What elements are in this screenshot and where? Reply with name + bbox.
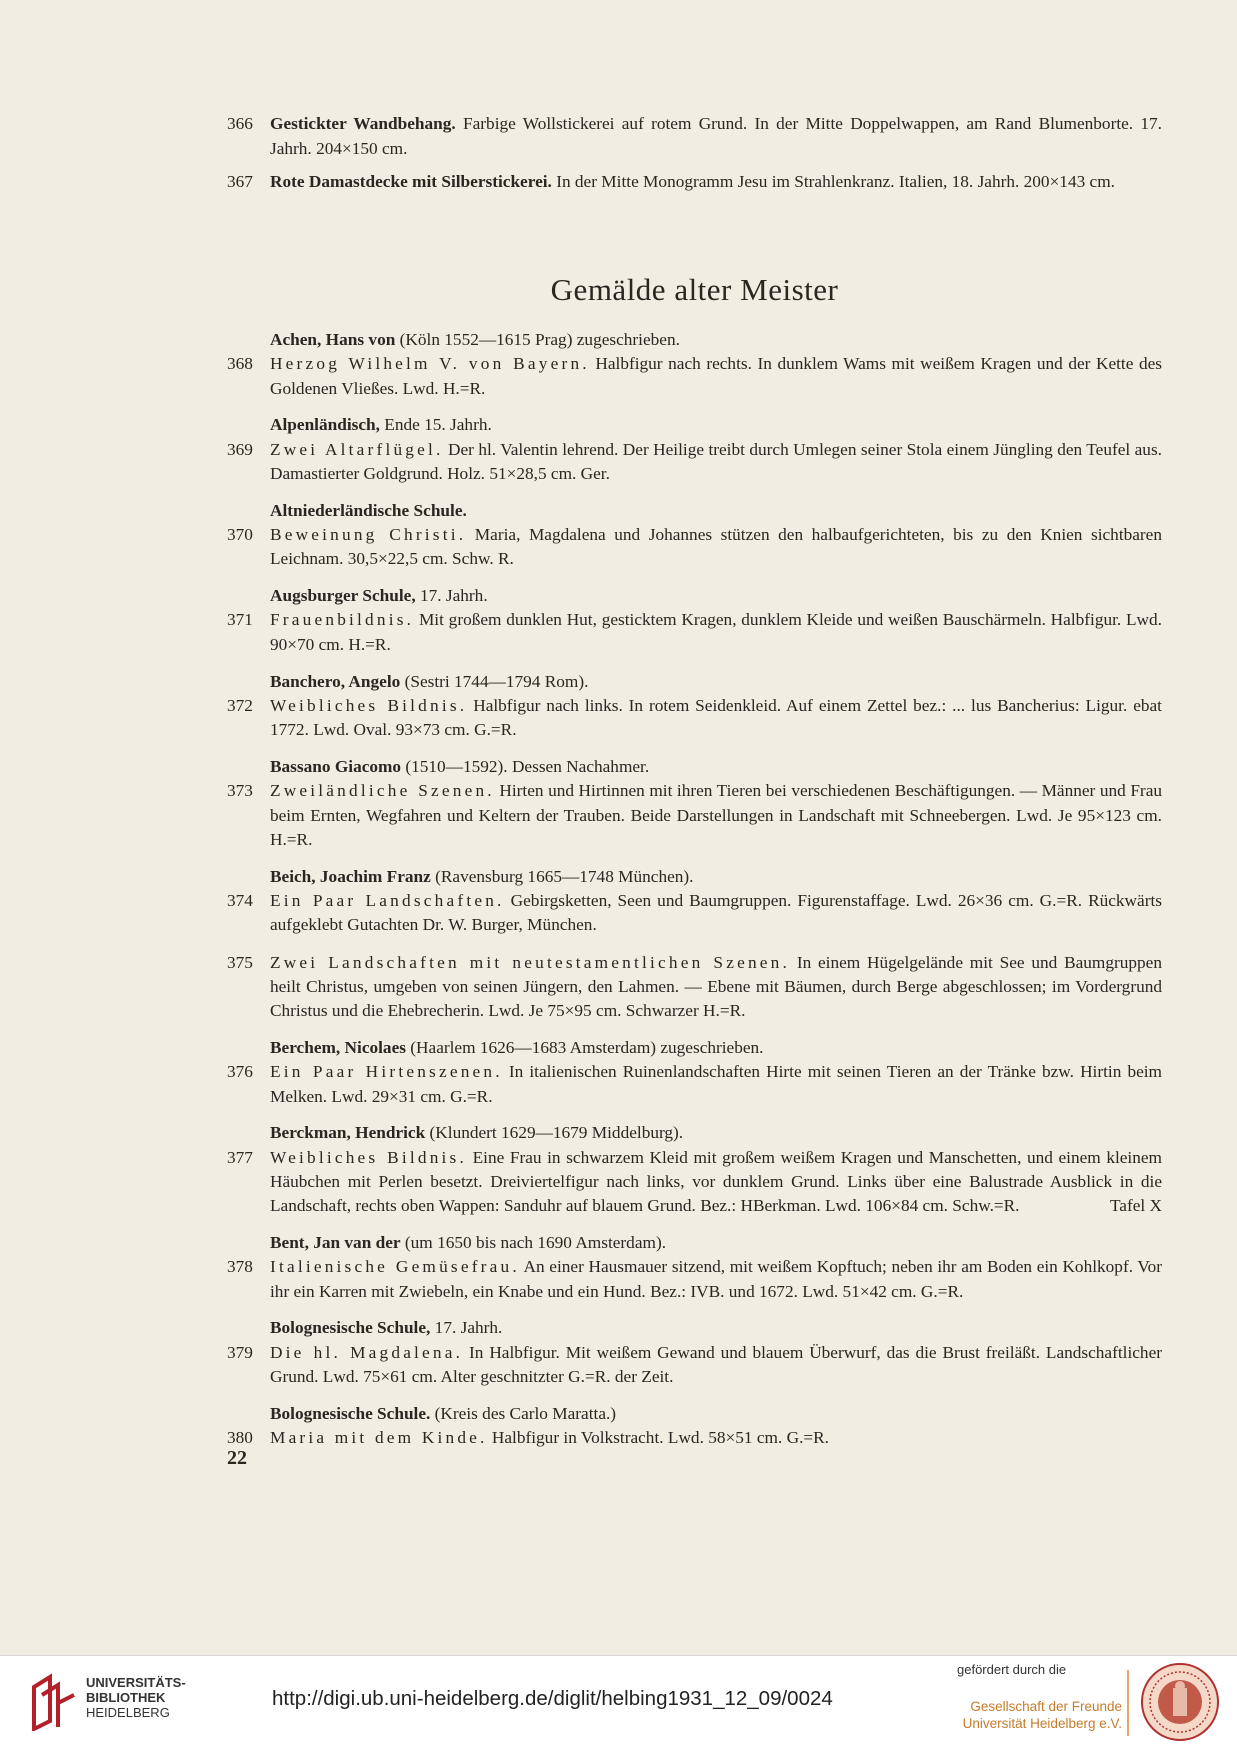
lot-number: 370 (227, 525, 253, 545)
artist-name: Alpenländisch, (270, 415, 380, 435)
lot-number: 369 (227, 439, 253, 459)
catalog-entry (227, 889, 1162, 938)
artist-section (227, 1121, 1162, 1218)
page-number: 22 (227, 1447, 247, 1469)
artist-info: (Kreis des Carlo Maratta.) (430, 1403, 617, 1423)
artist-heading (227, 584, 1162, 608)
entry-text (270, 170, 1162, 195)
lot-number: 376 (227, 1062, 253, 1082)
entry-title: Ein Paar Landschaften. (270, 890, 505, 910)
artist-name: Bent, Jan van der (270, 1233, 401, 1252)
entry-description: In der Mitte Monogramm Jesu im Strahlenkranz. Italien, 18. Jahrh. 200×143 cm. (551, 172, 1115, 192)
entry-description: Maria, Magdalena und Johannes stützen den halbaufgerichteten, bis zu den Knien sichtbaren Leichnam. 30,5×22,5 cm. Schw. R. (270, 525, 1162, 569)
artist-section (227, 328, 1162, 401)
entry-text (270, 1146, 1162, 1219)
artist-name: Altniederländische Schule. (270, 500, 467, 520)
entry-description: Gebirgsketten, Seen und Baumgruppen. Figurenstaffage. Lwd. 26×36 cm. G.=R. Rückwärts aufgeklebt Gutachten Dr. W. Burger, München. (270, 890, 1162, 935)
lot-number: 378 (227, 1257, 253, 1277)
lot-number: 379 (227, 1342, 253, 1362)
artist-heading (227, 1316, 1162, 1340)
artist-heading (227, 328, 1162, 352)
lot-number: 380 (227, 1428, 253, 1448)
funded-by-label: gefördert durch die (957, 1662, 1067, 1677)
catalog-entry (227, 1060, 1162, 1109)
entry-text (270, 1426, 1162, 1450)
entry-description: Halbfigur in Volkstracht. Lwd. 58×51 cm. G.=R. (487, 1428, 829, 1448)
artist-heading (227, 755, 1162, 779)
entry-text (270, 694, 1162, 743)
lot-number: 373 (227, 781, 253, 801)
artist-name: Achen, Hans von (270, 330, 396, 349)
catalog-sections (227, 328, 1162, 1463)
artist-heading (227, 1231, 1162, 1255)
permalink-url[interactable]: http://digi.ub.uni-heidelberg.de/diglit/helbing1931_12_09/0024 (272, 1687, 833, 1710)
artist-section (227, 413, 1162, 486)
entry-title: Ein Paar Hirtenszenen. (270, 1062, 503, 1082)
entry-title: Zwei Landschaften mit neutestamentlichen Szenen. (270, 952, 791, 972)
society-name: Gesellschaft der Freunde Universität Heidelberg e.V. (962, 1699, 1122, 1731)
lot-number: 374 (227, 890, 253, 910)
lot-number: 375 (227, 952, 253, 972)
entry-description: In Halbfigur. Mit weißem Gewand und blauem Überwurf, das die Brust freiläßt. Landschaftlicher Grund. Lwd. 75×61 cm. Alter geschnitzter G.=R. der Zeit. (270, 1342, 1162, 1386)
entry-description: Halbfigur nach links. In rotem Seidenkleid. Auf einem Zettel bez.: ... lus Bancherius: Ligur. ebat 1772. Lwd. Oval. 93×73 cm. G.=R. (270, 695, 1162, 740)
artist-heading (227, 499, 1162, 523)
lot-number: 372 (227, 695, 253, 715)
artist-section (227, 1036, 1162, 1109)
artist-info: (Ravensburg 1665—1748 München). (430, 866, 694, 886)
entry-description: Halbfigur nach rechts. In dunklem Wams mit weißem Kragen und der Kette des Goldenen Vließes. Lwd. H.=R. (270, 354, 1162, 398)
artist-heading (227, 1036, 1162, 1060)
footer-divider (1127, 1670, 1129, 1736)
entry-title: Maria mit dem Kinde. (270, 1428, 488, 1448)
catalog-entry (227, 352, 1162, 401)
entry-description: Der hl. Valentin lehrend. Der Heilige treibt durch Umlegen seiner Stola einem Jüngling den Teufel aus. Damastierter Goldgrund. Holz. 51×28,5 cm. Ger. (270, 439, 1162, 483)
catalog-entry (227, 1146, 1162, 1219)
entry-title: Herzog Wilhelm V. von Bayern. (270, 354, 590, 374)
entry-title: Zwei Altarflügel. (270, 439, 444, 459)
artist-name: Bolognesische Schule, (270, 1318, 431, 1338)
entry-text (270, 438, 1162, 487)
entry-title: Italienische Gemüsefrau. (270, 1257, 520, 1277)
entry-description: Eine Frau in schwarzem Kleid mit großem weißem Kragen und Manschetten, und einem kleinem Häubchen mit Perlen besetzt. Dreiviertelfigur nach links, vor dunklem Grund. Links über eine Balustrade Ausblick in die Landschaft, rechts oben Wappen: Sanduhr auf blauem Grund. Bez.: HBerkman. Lwd. 106×84 cm. Schw.=R. (270, 1147, 1162, 1216)
section-heading: Gemälde alter Meister (550, 272, 839, 307)
entry-title: Weibliches Bildnis. (270, 1147, 467, 1167)
entry-description: Mit großem dunklen Hut, gesticktem Kragen, dunklem Kleide und weißen Bauschärmeln. Halbfigur. Lwd. 90×70 cm. H.=R. (270, 610, 1162, 654)
entry-text (270, 352, 1162, 401)
artist-section (227, 1231, 1162, 1304)
artist-name: Bolognesische Schule. (270, 1403, 431, 1423)
library-name: UNIVERSITÄTS- BIBLIOTHEK HEIDELBERG (86, 1675, 186, 1720)
lot-number: 368 (227, 354, 253, 374)
entry-text (270, 523, 1162, 572)
catalog-entry (227, 438, 1162, 487)
artist-name: Augsburger Schule, (270, 586, 416, 606)
lot-number: 366 (227, 114, 253, 133)
artist-section (227, 499, 1162, 572)
entry-text (270, 608, 1162, 657)
entry-title: Zweiländliche Szenen. (270, 781, 495, 801)
entry-description: In italienischen Ruinenlandschaften Hirte mit seinen Tieren an der Tränke bzw. Hirtin beim Melken. Lwd. 29×31 cm. G.=R. (270, 1062, 1162, 1106)
catalog-entry (227, 1341, 1162, 1390)
entry-title: Rote Damastdecke mit Silberstickerei. (270, 172, 552, 192)
artist-heading (227, 865, 1162, 889)
entry-text (270, 889, 1162, 938)
entry-text (270, 779, 1162, 852)
entry-text (270, 1255, 1162, 1304)
entry-description: Farbige Wollstickerei auf rotem Grund. In der Mitte Doppelwappen, am Rand Blumenborte. 17. Jahrh. 204×150 cm. (270, 114, 1163, 158)
artist-heading (227, 1121, 1162, 1145)
footer-bar (0, 1655, 1237, 1747)
artist-heading (227, 670, 1162, 694)
entry-description: Hirten und Hirtinnen mit ihren Tieren bei verschiedenen Beschäftigungen. — Männer und Frau beim Ernten, Wegfahren und Keltern der Trauben. Beide Darstellungen in Landschaft mit Schneebergen. Lwd. Je 95×123 cm. H.=R. (270, 781, 1163, 849)
entry-title: Beweinung Christi. (270, 525, 467, 545)
entry-description: In einem Hügelgelände mit See und Baumgruppen heilt Christus, umgeben von seinen Jüngern, den Lahmen. — Ebene mit Bäumen, durch Berge abgeschlossen; im Vordergrund Christus und die Ehebrecherin. Lwd. Je 75×95 cm. Schwarzer H.=R. (270, 952, 1162, 1021)
entry-title: Die hl. Magdalena. (270, 1342, 464, 1362)
artist-section (227, 584, 1162, 657)
catalog-entry (227, 1255, 1162, 1304)
catalog-entry (227, 608, 1162, 657)
catalog-entry (227, 1426, 1162, 1450)
lot-number: 377 (227, 1147, 253, 1167)
artist-info: (Klundert 1629—1679 Middelburg). (425, 1123, 684, 1143)
entry-text (270, 1060, 1162, 1109)
artist-name: Beich, Joachim Franz (270, 866, 431, 886)
artist-section (227, 755, 1162, 852)
university-seal-icon (1140, 1662, 1220, 1742)
artist-section (227, 1402, 1162, 1451)
catalog-entry (227, 523, 1162, 572)
entry-title: Gestickter Wandbehang. (270, 114, 456, 133)
lot-number: 371 (227, 610, 253, 630)
artist-info: Ende 15. Jahrh. (379, 415, 492, 435)
artist-info: (um 1650 bis nach 1690 Amsterdam). (400, 1233, 667, 1252)
artist-info: (Köln 1552—1615 Prag) zugeschrieben. (395, 330, 680, 349)
catalog-entry (227, 112, 1162, 161)
artist-name: Berckman, Hendrick (270, 1123, 426, 1143)
entry-description: An einer Hausmauer sitzend, mit weißem Kopftuch; neben ihr am Boden ein Kohlkopf. Vor ihr ein Karren mit Zwiebeln, ein Knabe und ein Hund. Bez.: IVB. und 1672. Lwd. 51×42 cm. G.=R. (270, 1257, 1162, 1301)
pre-entries (227, 112, 1162, 195)
artist-name: Berchem, Nicolaes (270, 1037, 406, 1057)
artist-info: (1510—1592). Dessen Nachahmer. (401, 756, 650, 776)
artist-name: Bassano Giacomo (270, 756, 402, 776)
catalog-entry (227, 170, 1162, 195)
entry-text (270, 951, 1162, 1024)
plate-reference: Tafel X (1109, 1196, 1162, 1216)
artist-info: 17. Jahrh. (430, 1318, 503, 1338)
artist-info: (Sestri 1744—1794 Rom). (400, 671, 589, 691)
catalog-entry (227, 779, 1162, 852)
lot-number: 367 (227, 172, 253, 192)
artist-name: Banchero, Angelo (270, 671, 401, 691)
artist-heading (227, 1402, 1162, 1426)
ub-heidelberg-logo-icon (28, 1673, 80, 1731)
catalog-entry (227, 694, 1162, 743)
catalog-entry (227, 951, 1162, 1024)
entry-title: Weibliches Bildnis. (270, 695, 468, 715)
artist-heading (227, 413, 1162, 437)
artist-section (227, 670, 1162, 743)
entry-text (270, 112, 1162, 161)
artist-info: 17. Jahrh. (415, 586, 488, 606)
artist-info: (Haarlem 1626—1683 Amsterdam) zugeschrieben. (405, 1037, 764, 1057)
artist-section (227, 865, 1162, 1024)
artist-section (227, 1316, 1162, 1389)
entry-text (270, 1341, 1162, 1390)
entry-title: Frauenbildnis. (270, 610, 415, 630)
